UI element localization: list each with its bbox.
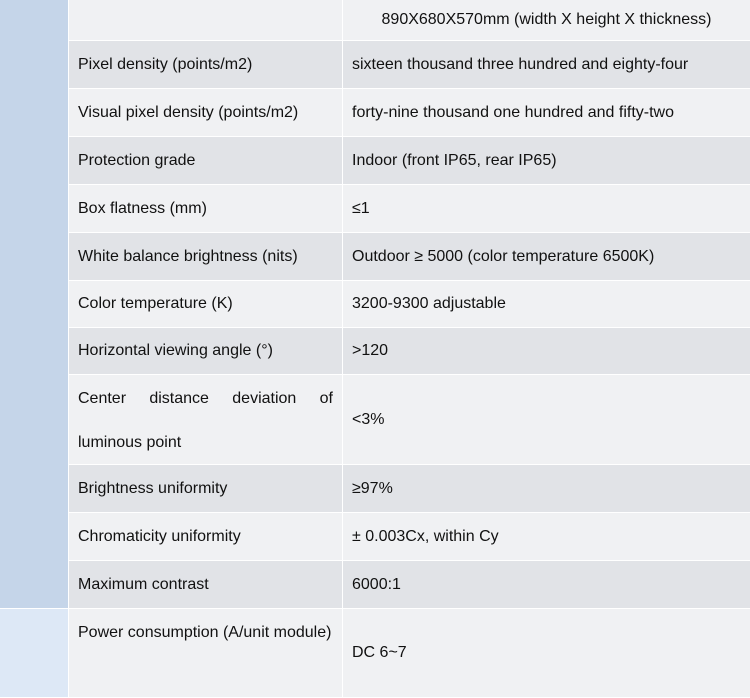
table-row: [69, 561, 750, 609]
category-cell-display: [0, 0, 69, 609]
row-value-horizontal-viewing-angle: >120: [352, 342, 389, 359]
row-value-visual-pixel-density: forty-nine thousand one hundred and fifty-two: [352, 103, 674, 121]
row-label-pixel-density: Pixel density (points/m2): [69, 41, 343, 88]
table-row: [69, 375, 750, 465]
table-row: [69, 41, 750, 89]
row-value-box-flatness: ≤1: [352, 199, 370, 217]
table-row: [69, 465, 750, 513]
row-value-pixel-density: sixteen thousand three hundred and eighty-four: [352, 55, 689, 73]
row-value-center-distance-deviation: <3%: [352, 410, 385, 428]
row-label-power-consumption: Power consumption (A/unit module): [69, 609, 343, 697]
table-row: [69, 185, 750, 233]
row-label-protection-grade: Protection grade: [69, 137, 343, 184]
table-row: [69, 233, 750, 281]
table-row: [69, 89, 750, 137]
row-label-brightness-uniformity: Brightness uniformity: [69, 465, 343, 512]
table-row: [69, 281, 750, 328]
row-value-color-temperature: 3200-9300 adjustable: [352, 295, 506, 312]
row-value-dimensions: 890X680X570mm (width X height X thickness): [381, 11, 712, 28]
row-value-white-balance-brightness: Outdoor ≥ 5000 (color temperature 6500K): [352, 247, 655, 265]
row-value-power-consumption: DC 6~7: [352, 644, 407, 661]
row-value-maximum-contrast: 6000:1: [352, 575, 401, 593]
row-label-chromaticity-uniformity: Chromaticity uniformity: [69, 513, 343, 560]
table-row: [69, 609, 750, 698]
row-label-horizontal-viewing-angle: Horizontal viewing angle (°): [69, 328, 343, 374]
row-label-center-distance-deviation: Center distance deviation of luminous point: [69, 375, 343, 464]
row-label-color-temperature: Color temperature (K): [69, 281, 343, 327]
table-row: [69, 137, 750, 185]
row-label-white-balance-brightness: White balance brightness (nits): [69, 233, 343, 280]
row-label: [69, 0, 343, 40]
category-cell-electrical: [0, 609, 69, 698]
row-label-box-flatness: Box flatness (mm): [69, 185, 343, 232]
row-value-protection-grade: Indoor (front IP65, rear IP65): [352, 151, 557, 169]
table-row: [69, 513, 750, 561]
row-value-brightness-uniformity: ≥97%: [352, 479, 393, 497]
table-row: [69, 328, 750, 375]
table-row: [69, 0, 750, 41]
row-value-chromaticity-uniformity: ± 0.003Cx, within Cy: [352, 527, 499, 545]
row-label-visual-pixel-density: Visual pixel density (points/m2): [69, 89, 343, 136]
row-label-maximum-contrast: Maximum contrast: [69, 561, 343, 608]
